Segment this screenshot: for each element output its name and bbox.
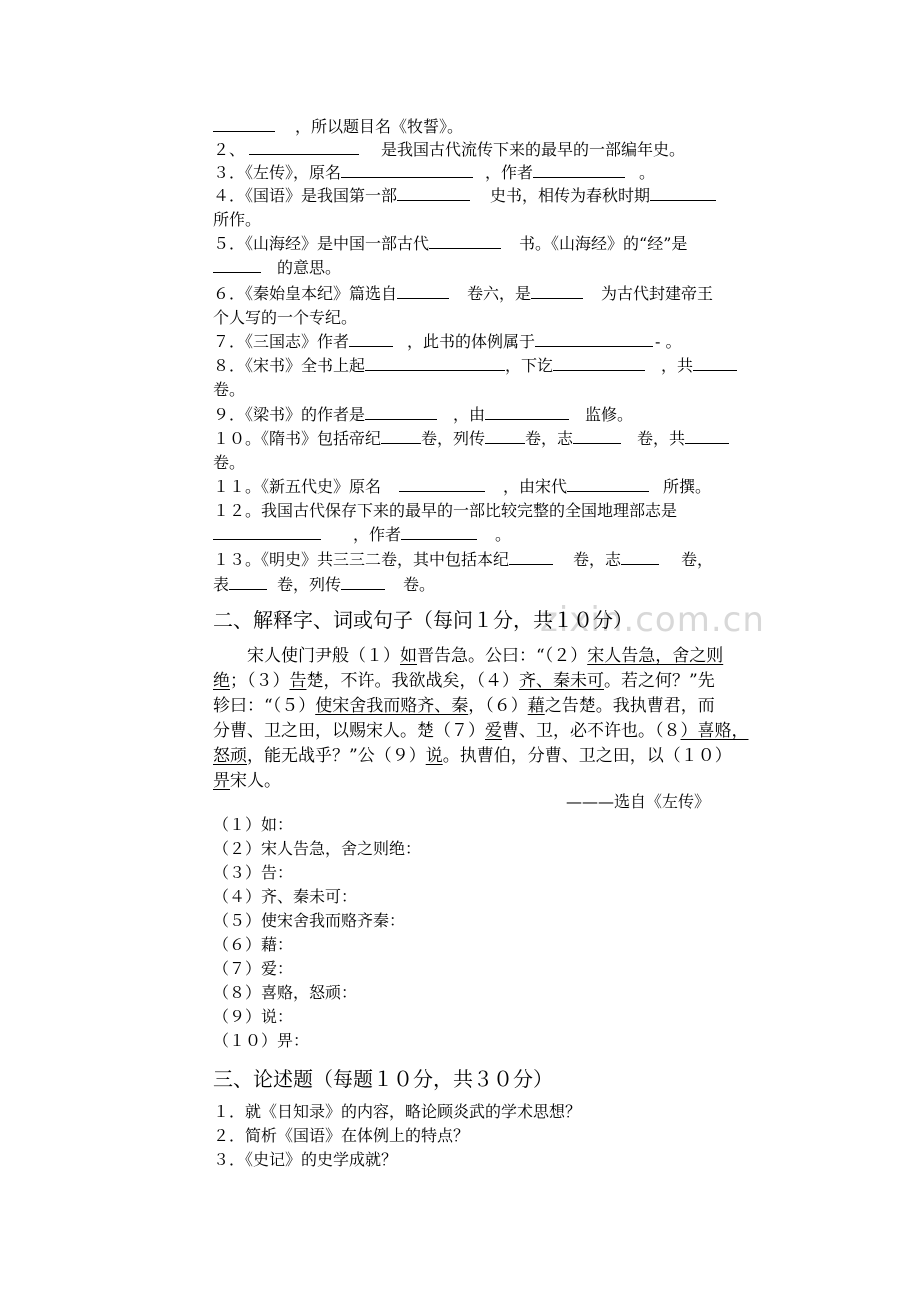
passage-underlined: 爱: [485, 721, 502, 741]
passage-text: ，（６）: [468, 696, 528, 716]
passage-underlined: 告: [289, 671, 307, 691]
line-text: 表: [213, 575, 230, 594]
passage-line-3: [213, 694, 715, 719]
passage-source: ———选自《左传》: [566, 792, 711, 811]
passage-line-4: [213, 719, 749, 744]
fill-line-10: [213, 428, 729, 450]
interpretation-question: （１）如：: [213, 815, 294, 834]
line-text: 卷，志: [525, 429, 574, 448]
passage-underlined: 使宋舍我而赂齐、秦: [315, 696, 469, 716]
answer-blank: [429, 234, 501, 249]
passage-underlined: 如: [400, 646, 417, 666]
answer-blank: [553, 356, 645, 371]
answer-blank: [213, 525, 321, 540]
fill-line-5: [213, 233, 687, 255]
line-text: 所作。: [213, 210, 262, 229]
answer-blank: [533, 163, 625, 178]
answer-blank: [535, 332, 653, 347]
answer-blank: [213, 117, 275, 132]
fill-line-6: [213, 283, 713, 305]
line-text: 卷，共: [637, 429, 686, 448]
line-text: ４．《国语》是我国第一部: [213, 186, 398, 205]
fill-line-6-cont: [213, 307, 357, 329]
passage-text: 曹、卫，必不许也。（８: [502, 721, 681, 741]
line-text: 。: [495, 525, 512, 544]
line-text: 为古代封建帝王: [601, 284, 714, 303]
line-text: ，共: [661, 356, 694, 375]
interpretation-question: （４）齐、秦未可：: [213, 887, 358, 906]
interpretation-question: （２）宋人告急，舍之则绝：: [213, 839, 422, 858]
passage-underlined: 宋人告急，舍之则: [587, 646, 724, 666]
answer-blank: [685, 429, 729, 444]
fill-line-8: [213, 355, 737, 377]
passage-underlined: 畀: [213, 771, 230, 791]
fill-line-5-cont: [213, 257, 341, 279]
answer-blank: [485, 405, 569, 420]
answer-blank: [485, 429, 525, 444]
fill-line-4: [213, 185, 716, 207]
answer-blank: [365, 356, 505, 371]
line-text: 卷。: [213, 453, 246, 472]
interpretation-question: （７）爱：: [213, 959, 294, 978]
interpretation-question: （８）喜赂，怒顽：: [213, 983, 358, 1002]
passage-text: 轸曰：“（５）: [213, 696, 316, 716]
passage-text: 分曹、卫之田，以赐宋人。楚（７）: [213, 721, 485, 741]
answer-blank: [397, 284, 449, 299]
line-text: ６．《秦始皇本纪》篇选自: [213, 284, 398, 303]
fill-line-12: [213, 500, 677, 522]
fill-line-7: [213, 331, 682, 353]
answer-blank: [650, 186, 716, 201]
interpretation-question: （１０）畀：: [213, 1031, 310, 1050]
fill-line-10-cont: [213, 452, 245, 474]
fill-line-1: [213, 116, 463, 138]
interpretation-question: （３）告：: [213, 863, 294, 882]
fill-line-13-cont: [213, 574, 435, 596]
line-text: - 。: [655, 332, 682, 351]
line-text: 卷，志: [573, 550, 622, 569]
passage-line-1: [247, 644, 723, 669]
passage-line-5: [213, 744, 732, 769]
line-text: 卷。: [403, 575, 436, 594]
passage-text: 宋人使门尹般（１）: [247, 646, 400, 666]
line-text: ，所以题目名《牧誓》。: [295, 117, 464, 136]
line-text: 所撰。: [663, 477, 712, 496]
answer-blank: [229, 575, 267, 590]
fill-line-2: [213, 139, 685, 161]
line-text: 卷，: [681, 550, 714, 569]
line-text: ，作者: [485, 163, 534, 182]
passage-text: ，能无战乎？”公（９）: [247, 746, 426, 766]
line-text: １２。我国古代保存下来的最早的一部比较完整的全国地理部志是: [213, 501, 678, 520]
section-3-heading: 三、论述题（每题１０分，共３０分）: [213, 1067, 553, 1091]
line-text: ，下讫: [505, 356, 554, 375]
passage-text: 楚，不许。我欲战矣，（４）: [306, 671, 519, 691]
line-text: ，作者: [353, 525, 402, 544]
answer-blank: [213, 258, 261, 273]
line-text: ７．《三国志》作者: [213, 332, 350, 351]
passage-underlined: ）喜赂，: [680, 721, 749, 741]
interpretation-question: （６）藉：: [213, 935, 294, 954]
line-text: ９．《梁书》的作者是: [213, 405, 366, 424]
answer-blank: [509, 550, 553, 565]
answer-blank: [341, 163, 473, 178]
answer-blank: [349, 332, 393, 347]
passage-underlined: 说: [425, 746, 443, 766]
passage-underlined: 藉: [527, 696, 545, 716]
answer-blank: [341, 575, 385, 590]
answer-blank: [397, 186, 470, 201]
line-text: 书。《山海经》的“经”是: [519, 234, 688, 253]
line-text: １０。《隋书》包括帝纪: [213, 429, 382, 448]
line-text: １３。《明史》共三三二卷，其中包括本纪: [213, 550, 510, 569]
line-text: 。: [639, 163, 656, 182]
passage-underlined: 齐、秦未可: [519, 671, 604, 691]
line-text: 卷六，是: [467, 284, 532, 303]
passage-underlined: 绝: [213, 671, 230, 691]
answer-blank: [531, 284, 583, 299]
passage-underlined: 怒顽: [213, 746, 247, 766]
answer-blank: [401, 525, 477, 540]
passage-text: ；（３）: [230, 671, 290, 691]
interpretation-question: （５）使宋舍我而赂齐秦：: [213, 911, 406, 930]
essay-question: １．就《日知录》的内容，略论顾炎武的学术思想？: [213, 1102, 582, 1121]
line-text: 个人写的一个专纪。: [213, 308, 358, 327]
answer-blank: [693, 356, 737, 371]
passage-text: 。执曹伯，分曹、卫之田，以（１０）: [442, 746, 732, 766]
fill-line-3: [213, 162, 655, 184]
question-number: ２、: [213, 140, 246, 159]
line-text: 卷，列传: [421, 429, 486, 448]
watermark: zixin.com.cn: [540, 600, 765, 640]
line-text: ５．《山海经》是中国一部古代: [213, 234, 430, 253]
passage-text: 宋人。: [230, 771, 281, 791]
fill-line-9: [213, 404, 633, 426]
fill-line-8-cont: [213, 379, 245, 401]
line-text: 的意思。: [277, 258, 342, 277]
answer-blank: [399, 477, 485, 492]
line-text: ３．《左传》，原名: [213, 163, 342, 182]
answer-blank: [381, 429, 421, 444]
line-text: 史书，相传为春秋时期: [490, 186, 651, 205]
answer-blank: [365, 405, 437, 420]
interpretation-question: （９）说：: [213, 1007, 294, 1026]
fill-line-11: [213, 476, 711, 498]
line-text: ８．《宋书》全书上起: [213, 356, 366, 375]
line-text: ，由宋代: [503, 477, 568, 496]
fill-line-4-cont: [213, 209, 261, 231]
answer-blank: [249, 140, 359, 155]
line-text: 监修。: [585, 405, 634, 424]
passage-text: 晋告急。公曰：“（２）: [417, 646, 588, 666]
answer-blank: [621, 550, 659, 565]
passage-text: 。若之何？”先: [604, 671, 715, 691]
fill-line-12-cont: [213, 524, 511, 546]
essay-question: ３．《史记》的史学成就？: [213, 1150, 398, 1169]
line-text: 卷，列传: [277, 575, 342, 594]
line-text: 是我国古代流传下来的最早的一部编年史。: [381, 140, 686, 159]
section-2-heading: 二、解释字、词或句子（每问１分，共１０分）: [213, 608, 633, 632]
line-text: ，由: [453, 405, 486, 424]
passage-text: 之告楚。我执曹君，而: [544, 696, 715, 716]
essay-question: ２．简析《国语》在体例上的特点？: [213, 1126, 470, 1145]
fill-line-13: [213, 549, 713, 571]
line-text: ，此书的体例属于: [407, 332, 536, 351]
passage-line-2: [213, 669, 715, 694]
line-text: １１。《新五代史》原名: [213, 477, 382, 496]
line-text: 卷。: [213, 380, 246, 399]
answer-blank: [573, 429, 621, 444]
answer-blank: [567, 477, 649, 492]
passage-line-6: [213, 769, 281, 794]
